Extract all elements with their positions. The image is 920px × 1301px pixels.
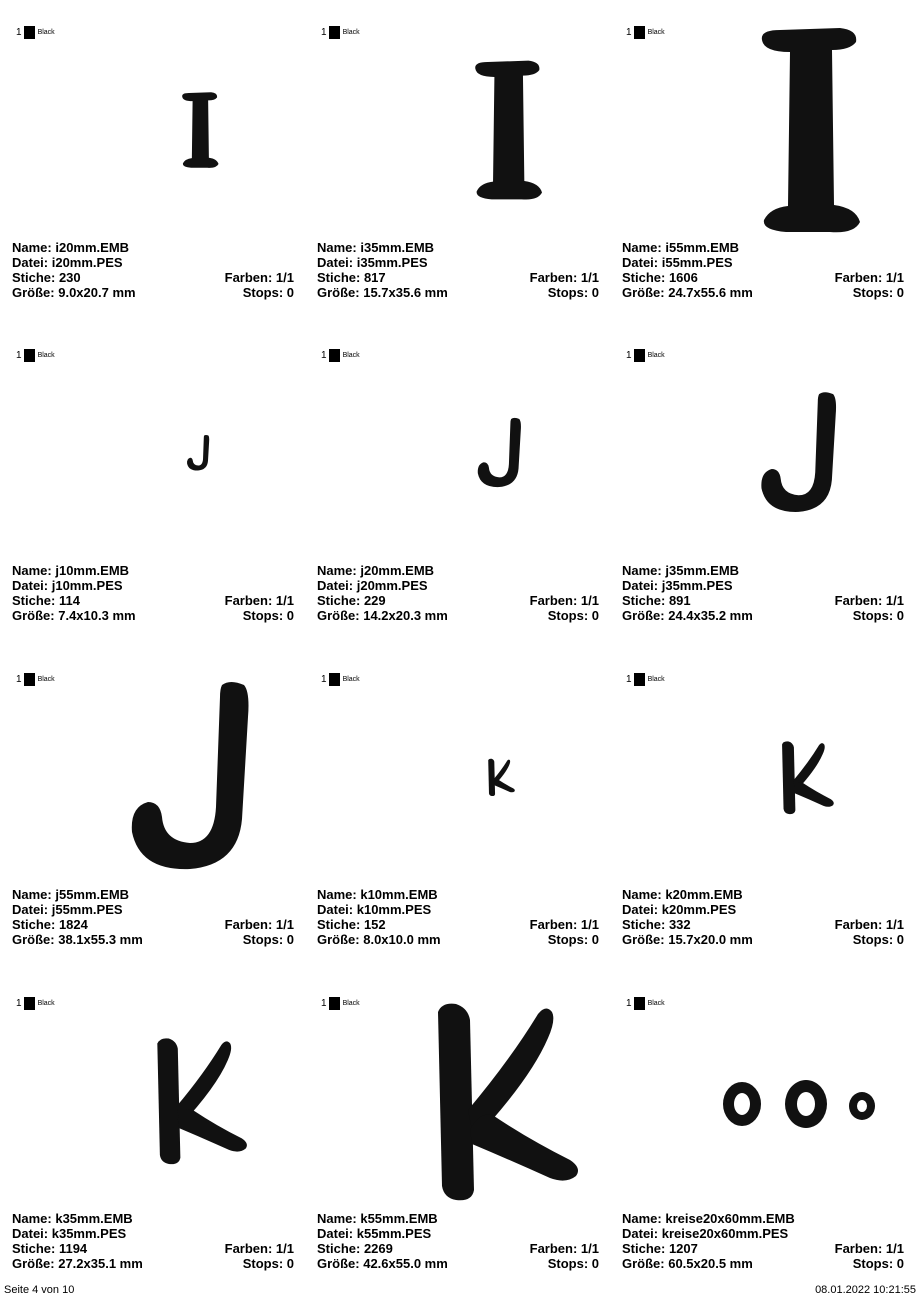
- thread-number: 1: [16, 997, 22, 1009]
- design-stitches-right: Farben: 1/1: [834, 270, 904, 285]
- design-file: [317, 1226, 599, 1241]
- design-name-left: Name: k20mm.EMB: [622, 887, 743, 902]
- design-name: [12, 240, 294, 255]
- design-stitches: [317, 917, 599, 932]
- design-file-left: Datei: k55mm.PES: [317, 1226, 432, 1241]
- design-stitches-right: Farben: 1/1: [224, 1241, 294, 1256]
- design-stitches-right: Farben: 1/1: [529, 1241, 599, 1256]
- design-stitches-right: Farben: 1/1: [529, 593, 599, 608]
- design-stitches-left: Stiche: 891: [622, 593, 691, 608]
- design-info: [12, 887, 294, 947]
- design-file-left: Datei: j35mm.PES: [622, 578, 733, 593]
- print-timestamp: 08.01.2022 10:21:55: [815, 1284, 916, 1296]
- design-stitches-right: Farben: 1/1: [529, 917, 599, 932]
- design-stitches-left: Stiche: 2269: [317, 1241, 393, 1256]
- design-stitches: [622, 1241, 904, 1256]
- design-info: [12, 563, 294, 623]
- design-size-right: Stops: 0: [242, 932, 294, 947]
- design-file-left: Datei: i20mm.PES: [12, 255, 123, 270]
- design-size-left: Größe: 8.0x10.0 mm: [317, 932, 441, 947]
- thread-color-name: Black: [647, 675, 665, 683]
- design-name-left: Name: i55mm.EMB: [622, 240, 740, 255]
- design-size-right: Stops: 0: [547, 1256, 599, 1271]
- embroidery-preview: [0, 971, 300, 1211]
- glyph-i: [182, 92, 218, 168]
- thread-number: 1: [16, 26, 22, 38]
- design-file: [12, 578, 294, 593]
- design-file-left: Datei: i35mm.PES: [317, 255, 428, 270]
- embroidery-preview: [0, 323, 300, 563]
- design-file: [12, 1226, 294, 1241]
- thread-color-name: Black: [342, 999, 360, 1007]
- thread-color-name: Black: [37, 999, 55, 1007]
- thread-number: 1: [626, 349, 632, 361]
- thread-number: 1: [321, 349, 327, 361]
- design-name-left: Name: j20mm.EMB: [317, 563, 435, 578]
- design-file: [622, 902, 904, 917]
- design-stitches-right: Farben: 1/1: [834, 593, 904, 608]
- thread-number: 1: [321, 997, 327, 1009]
- design-stitches: [12, 1241, 294, 1256]
- design-name-left: Name: i20mm.EMB: [12, 240, 130, 255]
- design-size-left: Größe: 24.7x55.6 mm: [622, 285, 753, 300]
- thread-number: 1: [16, 673, 22, 685]
- design-name-left: Name: j10mm.EMB: [12, 563, 130, 578]
- design-card: [305, 0, 605, 322]
- embroidery-preview: [0, 647, 300, 887]
- design-name-left: Name: j35mm.EMB: [622, 563, 740, 578]
- glyph-k: [782, 741, 834, 814]
- design-stitches-right: Farben: 1/1: [834, 1241, 904, 1256]
- glyph-j: [132, 682, 249, 869]
- design-size: [12, 1256, 294, 1271]
- design-name: [12, 563, 294, 578]
- design-name-left: Name: k10mm.EMB: [317, 887, 438, 902]
- design-info: [622, 240, 904, 300]
- design-file-left: Datei: j20mm.PES: [317, 578, 428, 593]
- embroidery-preview: [305, 323, 605, 563]
- design-size-right: Stops: 0: [242, 285, 294, 300]
- design-size: [622, 1256, 904, 1271]
- design-size: [12, 608, 294, 623]
- design-size: [12, 285, 294, 300]
- design-file: [317, 578, 599, 593]
- design-file: [622, 255, 904, 270]
- thread-color-name: Black: [647, 999, 665, 1007]
- design-name: [317, 240, 599, 255]
- design-info: [622, 1211, 904, 1271]
- design-card: [305, 323, 605, 645]
- embroidery-preview: [0, 0, 300, 240]
- design-stitches-left: Stiche: 1194: [12, 1241, 88, 1256]
- design-file: [12, 902, 294, 917]
- glyph-k: [157, 1038, 247, 1164]
- design-size: [317, 932, 599, 947]
- design-file: [12, 255, 294, 270]
- design-info: [317, 1211, 599, 1271]
- design-name: [622, 240, 904, 255]
- design-file: [622, 1226, 904, 1241]
- design-name: [317, 887, 599, 902]
- design-file: [317, 255, 599, 270]
- design-stitches: [317, 593, 599, 608]
- design-card: [610, 0, 910, 322]
- design-file-left: Datei: i55mm.PES: [622, 255, 733, 270]
- design-stitches-right: Farben: 1/1: [834, 917, 904, 932]
- design-file-left: Datei: k35mm.PES: [12, 1226, 127, 1241]
- glyph-j: [478, 418, 521, 487]
- design-stitches-right: Farben: 1/1: [224, 593, 294, 608]
- thread-number: 1: [626, 997, 632, 1009]
- design-card: [0, 647, 300, 969]
- design-name: [12, 887, 294, 902]
- glyph-circles: [723, 1080, 875, 1128]
- design-card: [610, 323, 910, 645]
- design-stitches: [12, 593, 294, 608]
- embroidery-preview: [305, 971, 605, 1211]
- thread-color-name: Black: [342, 675, 360, 683]
- glyph-j: [187, 435, 209, 471]
- design-name: [317, 1211, 599, 1226]
- design-size-right: Stops: 0: [547, 285, 599, 300]
- design-stitches-left: Stiche: 817: [317, 270, 386, 285]
- design-size: [12, 932, 294, 947]
- design-size: [622, 285, 904, 300]
- design-size-right: Stops: 0: [242, 1256, 294, 1271]
- design-stitches-left: Stiche: 332: [622, 917, 691, 932]
- design-info: [12, 240, 294, 300]
- thread-number: 1: [626, 673, 632, 685]
- design-size: [317, 608, 599, 623]
- page-number: Seite 4 von 10: [4, 1284, 75, 1296]
- design-file-left: Datei: j55mm.PES: [12, 902, 123, 917]
- design-name: [12, 1211, 294, 1226]
- embroidery-preview: [305, 0, 605, 240]
- design-size-left: Größe: 42.6x55.0 mm: [317, 1256, 448, 1271]
- design-stitches-left: Stiche: 1606: [622, 270, 698, 285]
- design-stitches-right: Farben: 1/1: [224, 270, 294, 285]
- design-name: [622, 887, 904, 902]
- design-size-right: Stops: 0: [852, 1256, 904, 1271]
- design-file: [622, 578, 904, 593]
- design-name: [622, 1211, 904, 1226]
- thread-color-name: Black: [37, 351, 55, 359]
- thread-color-name: Black: [647, 351, 665, 359]
- design-size-left: Größe: 9.0x20.7 mm: [12, 285, 136, 300]
- embroidery-preview: [610, 0, 910, 240]
- design-size-left: Größe: 7.4x10.3 mm: [12, 608, 136, 623]
- glyph-k: [488, 759, 515, 796]
- design-stitches: [12, 917, 294, 932]
- design-size-right: Stops: 0: [242, 608, 294, 623]
- design-stitches-left: Stiche: 1824: [12, 917, 88, 932]
- design-size: [317, 1256, 599, 1271]
- design-file: [317, 902, 599, 917]
- design-stitches: [622, 917, 904, 932]
- thread-number: 1: [321, 673, 327, 685]
- design-size-left: Größe: 15.7x35.6 mm: [317, 285, 448, 300]
- design-stitches: [317, 270, 599, 285]
- design-size: [317, 285, 599, 300]
- embroidery-preview: [610, 323, 910, 563]
- design-name-left: Name: i35mm.EMB: [317, 240, 435, 255]
- design-size-left: Größe: 24.4x35.2 mm: [622, 608, 753, 623]
- design-size: [622, 608, 904, 623]
- design-size-right: Stops: 0: [852, 285, 904, 300]
- design-card: [305, 647, 605, 969]
- design-file-left: Datei: j10mm.PES: [12, 578, 123, 593]
- glyph-k: [438, 1004, 578, 1201]
- thread-color-name: Black: [37, 675, 55, 683]
- design-stitches-left: Stiche: 152: [317, 917, 386, 932]
- design-card: [305, 971, 605, 1293]
- design-info: [317, 887, 599, 947]
- design-stitches-left: Stiche: 230: [12, 270, 81, 285]
- design-info: [12, 1211, 294, 1271]
- design-stitches: [622, 593, 904, 608]
- design-stitches-left: Stiche: 1207: [622, 1241, 698, 1256]
- design-file-left: Datei: k10mm.PES: [317, 902, 432, 917]
- design-size: [622, 932, 904, 947]
- thread-number: 1: [626, 26, 632, 38]
- glyph-i: [762, 28, 860, 232]
- design-size-left: Größe: 27.2x35.1 mm: [12, 1256, 143, 1271]
- design-stitches: [12, 270, 294, 285]
- thread-number: 1: [321, 26, 327, 38]
- design-file-left: Datei: kreise20x60mm.PES: [622, 1226, 789, 1241]
- design-stitches-left: Stiche: 229: [317, 593, 386, 608]
- design-name: [622, 563, 904, 578]
- design-file-left: Datei: k20mm.PES: [622, 902, 737, 917]
- design-size-right: Stops: 0: [852, 932, 904, 947]
- design-stitches: [622, 270, 904, 285]
- design-card: [0, 971, 300, 1293]
- design-size-right: Stops: 0: [547, 932, 599, 947]
- design-name: [317, 563, 599, 578]
- design-card: [610, 647, 910, 969]
- design-size-left: Größe: 14.2x20.3 mm: [317, 608, 448, 623]
- design-size-left: Größe: 38.1x55.3 mm: [12, 932, 143, 947]
- design-name-left: Name: k55mm.EMB: [317, 1211, 438, 1226]
- design-name-left: Name: k35mm.EMB: [12, 1211, 133, 1226]
- design-name-left: Name: j55mm.EMB: [12, 887, 130, 902]
- design-stitches: [317, 1241, 599, 1256]
- design-size-right: Stops: 0: [547, 608, 599, 623]
- design-info: [622, 887, 904, 947]
- design-info: [317, 563, 599, 623]
- embroidery-preview: [305, 647, 605, 887]
- thread-color-name: Black: [342, 28, 360, 36]
- glyph-j: [761, 392, 836, 512]
- design-size-left: Größe: 60.5x20.5 mm: [622, 1256, 753, 1271]
- thread-number: 1: [16, 349, 22, 361]
- design-info: [317, 240, 599, 300]
- design-card: [0, 323, 300, 645]
- embroidery-preview: [610, 647, 910, 887]
- glyph-i: [475, 61, 542, 200]
- design-stitches-right: Farben: 1/1: [529, 270, 599, 285]
- design-size-left: Größe: 15.7x20.0 mm: [622, 932, 753, 947]
- thread-color-name: Black: [37, 28, 55, 36]
- design-stitches-right: Farben: 1/1: [224, 917, 294, 932]
- design-card: [0, 0, 300, 322]
- thread-color-name: Black: [342, 351, 360, 359]
- embroidery-preview: [610, 971, 910, 1211]
- design-info: [622, 563, 904, 623]
- design-name-left: Name: kreise20x60mm.EMB: [622, 1211, 795, 1226]
- thread-color-name: Black: [647, 28, 665, 36]
- design-stitches-left: Stiche: 114: [12, 593, 80, 608]
- design-size-right: Stops: 0: [852, 608, 904, 623]
- design-card: [610, 971, 910, 1293]
